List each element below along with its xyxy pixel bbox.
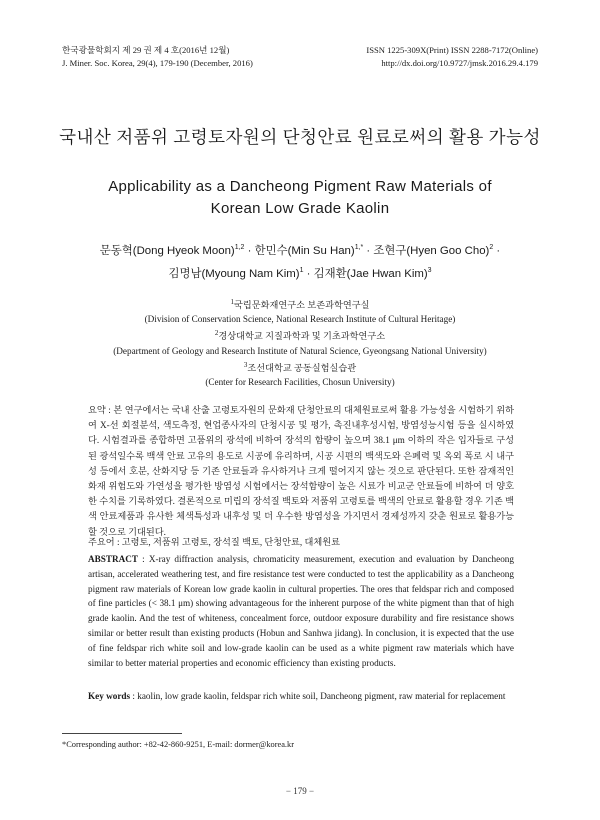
author-list — [60, 238, 540, 284]
affiliation-sup: 2 — [214, 329, 219, 338]
keywords-english-text: : kaolin, low grade kaolin, feldspar rich white soil, Dancheong pigment, raw material for replacement — [130, 691, 506, 701]
affiliations — [40, 295, 560, 389]
affiliation-sup: 1 — [230, 298, 235, 306]
corresponding-author-note: *Corresponding author: +82-42-860-9251, E-mail: dormer@korea.kr — [62, 740, 294, 749]
affiliation-sup: 3 — [243, 360, 248, 369]
journal-citation-en: J. Miner. Soc. Korea, 29(4), 179-190 (December, 2016) — [62, 58, 253, 68]
author-sup: 3 — [427, 266, 432, 274]
affiliation-2-en: (Department of Geology and Research Institute of Natural Science, Gyeongsang National University) — [113, 345, 487, 356]
issn: ISSN 1225-309X(Print) ISSN 2288-7172(Online) — [366, 45, 538, 55]
title-english — [60, 176, 540, 220]
abstract-english-text: : X-ray diffraction analysis, chromaticity measurement, execution and evaluation by Dancheong artisan, accelerated weathering test, and fire resistance test were conducted to test the applicability as a Dancheong pigment raw materials of Korean low grade kaolin in cultural properties. The ores that feldspar rich and composed of fine particles (< 38.1 μm) showing advantageous for the inherent purpose of the white pigment than that of high grade kaolin. And the test of whiteness, concealment force, outdoor exposure durability and fire resistance shows similar or better result than existing products (Hobun and Sanhwa jidang). In conclusion, it is expected that the use of fine feldspar rich white soil and low-grade kaolin can be used as a white pigment raw materials which have similar to better material properties and economic efficiency than existing products. — [88, 554, 514, 668]
author-separator: · — [493, 244, 501, 257]
author-name: 김명남(Myoung Nam Kim) — [168, 267, 300, 280]
abstract-english-label: ABSTRACT — [88, 554, 139, 564]
affiliation-2-ko: $^2$경상대학교 지질과학과 및 기초과학연구소 — [214, 329, 386, 342]
author-name: 한민수(Min Su Han) — [254, 244, 355, 257]
author-separator: · — [244, 244, 255, 257]
keywords-korean-text: : 고령토, 저품위 고령토, 장석질 백토, 단청안료, 대체원료 — [114, 537, 341, 547]
journal-name-ko: 한국광물학회지 제 29 권 제 4 호(2016년 12월) — [62, 45, 230, 55]
footnote-divider — [62, 733, 182, 734]
affiliation-3-ko: $^3$조선대학교 공동실험실습관 — [243, 360, 357, 373]
author-sup: 1 — [299, 266, 304, 274]
keywords-korean — [88, 534, 514, 548]
author-sup: 2 — [489, 244, 494, 251]
page-number: − 179 − — [285, 786, 315, 796]
journal-header-left — [62, 44, 253, 70]
abstract-english — [88, 552, 514, 670]
abstract-korean-text: : 본 연구에서는 국내 산출 고령토자원의 문화재 단청안료의 대체원료로써 활용 가능성을 시험하기 위하여 X-선 회절분석, 색도측정, 현업종사자의 단청시공 및 평가, 촉진내후성시험, 방염성능시험 등을 실시하였다. 시험결과를 종합하면 고품위의 광석에 비하여 장석의 함량이 높으며 38.1 μm 이하의 작은 입자들로 구성된 광석일수록 백색 안료 고유의 용도로 시공에 유리하며, 시공 시편의 백색도와 은폐력 및 옥외 폭로 시 내구성 등에서 호분, 산화지당 등 기존 안료들과 유사하거나 크게 떨어지지 않는 것으로 판단된다. 또한 잠재적인 화재 위험도와 가연성을 평가한 방염성 시험에서는 장석함량이 높은 시료가 비교군 안료들에 비하여 더 양호한 수치를 기록하였다. 결론적으로 미립의 장석질 백토와 저품위 고령토를 백색의 안료로 활용할 경우 기존 백색 안료제품과 유사한 체색특성과 내후성 및 더 우수한 방염성을 가지면서 경제성까지 갖춘 원료로 활용가능 할 것으로 기대된다. — [88, 405, 514, 537]
title-english-line-1: Applicability as a Dancheong Pigment Raw Materials of — [108, 178, 492, 195]
abstract-korean-label: 요약 — [88, 405, 106, 415]
author-name: 문동혁(Dong Hyeok Moon) — [99, 244, 235, 257]
title-korean: 국내산 저품위 고령토자원의 단청안료 원료로써의 활용 가능성 — [59, 127, 541, 147]
affiliation-3-en: (Center for Research Facilities, Chosun University) — [205, 377, 395, 388]
title-english-line-2: Korean Low Grade Kaolin — [210, 200, 390, 217]
keywords-english — [88, 689, 514, 703]
keywords-english-label: Key words — [88, 691, 131, 701]
author-line-2 — [60, 261, 540, 284]
keywords-korean-label: 주요어 — [88, 537, 115, 547]
journal-header-right — [366, 44, 538, 70]
affiliation-1-en: (Division of Conservation Science, National Research Institute of Cultural Heritage) — [144, 314, 456, 325]
author-name: 김재환(Jae Hwan Kim) — [313, 267, 428, 280]
doi-link[interactable]: http://dx.doi.org/10.9727/jmsk.2016.29.4.179 — [381, 58, 538, 68]
author-name: 조현구(Hyen Goo Cho) — [373, 244, 490, 257]
affiliation-1-ko: $^1$국립문화재연구소 보존과학연구실 — [230, 298, 370, 311]
author-separator: · — [363, 244, 374, 257]
author-sup: 1,2 — [234, 244, 245, 251]
author-sup: 1,* — [354, 244, 364, 251]
author-separator: · — [303, 267, 314, 280]
author-line-1 — [60, 238, 540, 261]
abstract-korean — [88, 403, 514, 540]
